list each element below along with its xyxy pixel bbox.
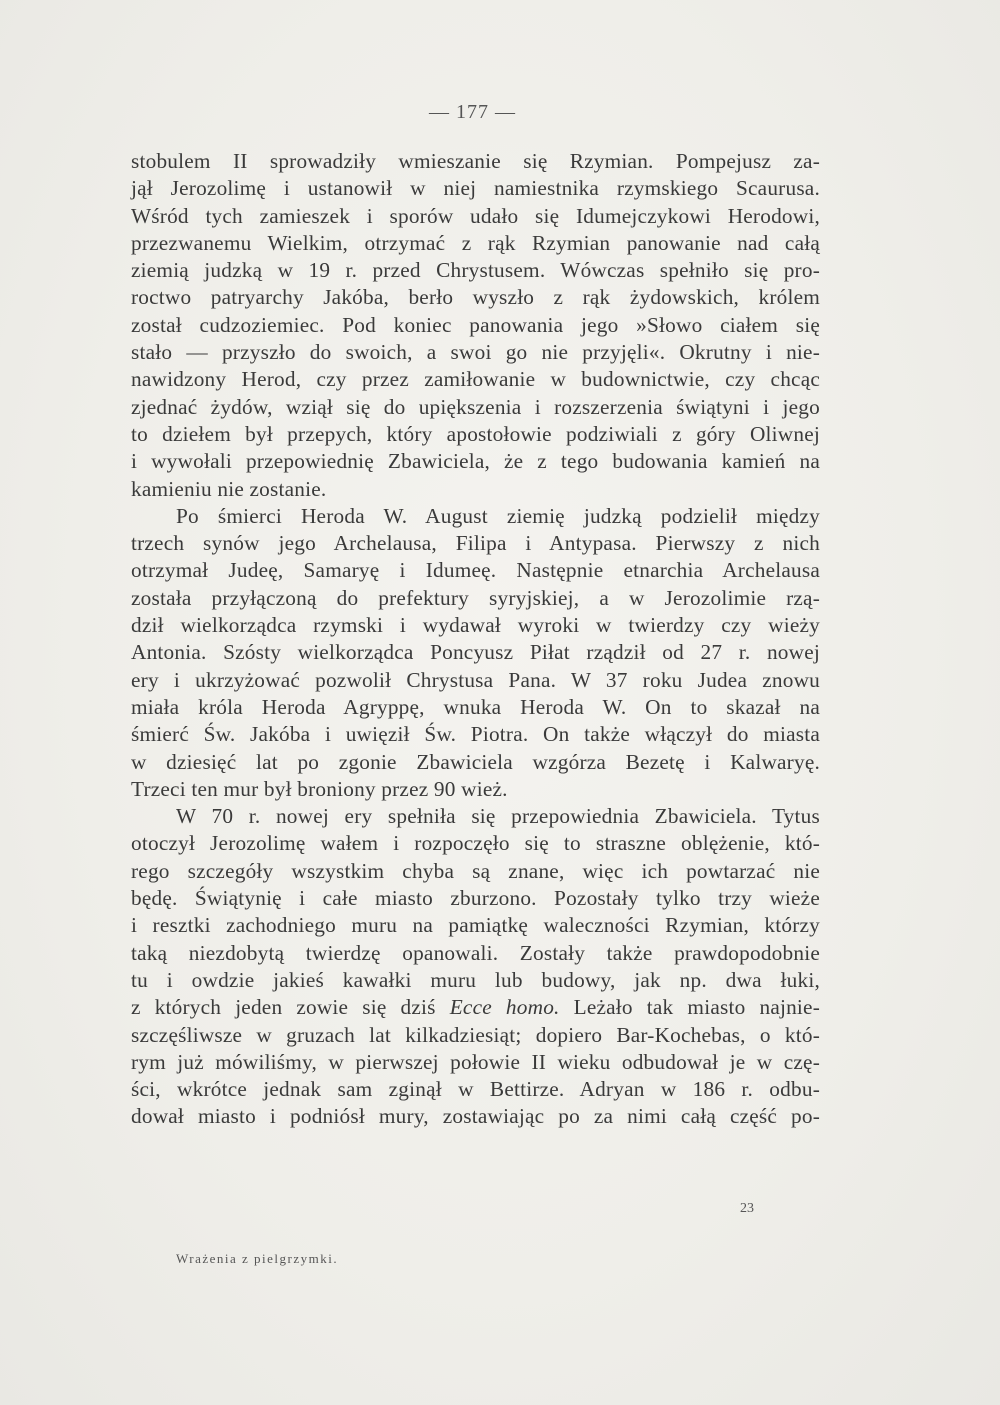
printer-signature: 23 — [740, 1201, 754, 1216]
body-text — [131, 148, 820, 1131]
page-number: — 177 — — [429, 101, 516, 123]
text-line: taką niezdobytą twierdzę opanowali. Zostały także prawdopodobnie — [131, 940, 820, 965]
text-line: to dziełem był przepych, który apostołowie podziwiali z góry Oliwnej — [131, 421, 820, 446]
text-line: i wywołali przepowiednię Zbawiciela, że z tego budowania kamień na — [131, 449, 820, 474]
text-line: roctwo patryarchy Jakóba, berło wyszło z rąk żydowskich, królem — [131, 285, 820, 310]
text-line: jął Jerozolimę i ustanowił w niej namiestnika rzymskiego Scaurusa. — [131, 176, 820, 201]
text-line: otrzymał Judeę, Samaryę i Idumeę. Następnie etnarchia Archelausa — [131, 558, 820, 583]
text-line: z których jeden zowie się dziś Ecce homo. Leżało tak miasto najnie- — [131, 995, 820, 1020]
text-line: ści, wkrótce jednak sam zginął w Bettirze. Adryan w 186 r. odbu- — [131, 1077, 820, 1102]
text-line: nawidzony Herod, czy przez zamiłowanie w budownictwie, czy chcąc — [131, 367, 820, 392]
text-line: stobulem II sprowadziły wmieszanie się Rzymian. Pompejusz za- — [131, 149, 820, 173]
paragraph-1 — [131, 148, 820, 503]
text-line: dził wielkorządca rzymski i wydawał wyroki w twierdzy czy wieży — [131, 613, 820, 638]
text-line: rego szczegóły wszystkim chyba są znane, więc ich powtarzać nie — [131, 858, 820, 883]
text-line: stało — przyszło do swoich, a swoi go nie przyjęli«. Okrutny i nie- — [131, 340, 820, 365]
text-line: otoczył Jerozolimę wałem i rozpoczęło się to straszne oblężenie, któ- — [131, 831, 820, 856]
text-line: kamieniu nie zostanie. — [131, 476, 327, 501]
text-line: będę. Świątynię i całe miasto zburzono. Pozostały tylko trzy wieże — [131, 886, 820, 911]
text-line: śmierć Św. Jakóba i uwięził Św. Piotra. On także włączył do miasta — [131, 722, 820, 747]
text-line: Antonia. Szósty wielkorządca Poncyusz Piłat rządził od 27 r. nowej — [131, 640, 820, 665]
text-line: W 70 r. nowej ery spełniła się przepowiednia Zbawiciela. Tytus — [176, 804, 820, 829]
text-line: ziemią judzką w 19 r. przed Chrystusem. Wówczas spełniło się pro- — [131, 258, 820, 283]
text-line: szczęśliwsze w gruzach lat kilkadziesiąt; dopiero Bar-Kochebas, o któ- — [131, 1022, 820, 1047]
text-line: rym już mówiliśmy, w pierwszej połowie II wieku odbudował je w czę- — [131, 1049, 820, 1074]
text-line: miała króla Heroda Agryppę, wnuka Heroda W. On to skazał na — [131, 694, 820, 719]
text-line: Wśród tych zamieszek i sporów udało się Idumejczykowi Herodowi, — [131, 203, 820, 228]
text-line: został cudzoziemiec. Pod koniec panowania jego »Słowo ciałem się — [131, 312, 820, 337]
text-line: przezwanemu Wielkim, otrzymać z rąk Rzymian panowanie nad całą — [131, 230, 820, 255]
text-line: i resztki zachodniego muru na pamiątkę waleczności Rzymian, którzy — [131, 913, 820, 938]
paragraph-3 — [131, 803, 820, 1131]
text-line: trzech synów jego Archelausa, Filipa i Antypasa. Pierwszy z nich — [131, 531, 820, 556]
text-line: zjednać żydów, wziął się do upiększenia i rozszerzenia świątyni i jego — [131, 394, 820, 419]
text-line: tu i owdzie jakieś kawałki muru lub budowy, jak np. dwa łuki, — [131, 967, 820, 992]
paragraph-2 — [131, 503, 820, 803]
footer-book-title: Wrażenia z pielgrzymki. — [176, 1251, 339, 1266]
text-line: ery i ukrzyżować pozwolił Chrystusa Pana. W 37 roku Judea znowu — [131, 667, 820, 692]
text-line: Po śmierci Heroda W. August ziemię judzką podzielił między — [176, 503, 820, 528]
text-line: w dziesięć lat po zgonie Zbawiciela wzgórza Bezetę i Kalwaryę. — [131, 749, 820, 774]
text-line: została przyłączoną do prefektury syryjskiej, a w Jerozolimie rzą- — [131, 585, 820, 610]
text-line: Trzeci ten mur był broniony przez 90 wież. — [131, 776, 508, 801]
text-line: dował miasto i podniósł mury, zostawiając po za nimi całą część po- — [131, 1104, 820, 1129]
